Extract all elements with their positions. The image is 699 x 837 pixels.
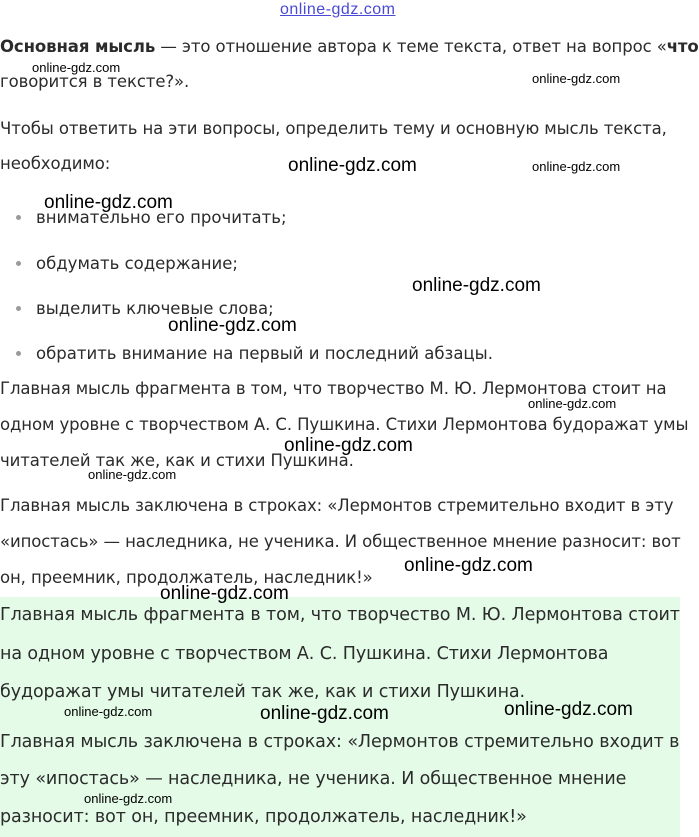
intro-line-1: Чтобы ответить на эти вопросы, определить тему и основную мысль текста,	[0, 119, 667, 138]
watermark: online-gdz.com	[88, 467, 177, 482]
bullet-icon	[16, 215, 21, 220]
page: Основная мысль — это отношение автора к теме текста, ответ на вопрос «что говорится в тексте?». Чтобы ответить на эти вопросы, определить тему и основную мысль текста, необходимо: внимательно его прочитать; обдумать содержание; выделить ключевые слова; обратить внимание на первый и последний абзацы. Главная мысль фрагмента в том, что творчество М. Ю. Лермонтова стоит на одном уровне с творчеством А. С. Пушкина. Стихи Лермонтова будоражат умы читателей так же, как и стихи Пушкина. Главная мысль заключена в строках: «Лермонтов стремительно входит в эту «ипостась» — наследника, не ученика. И общественное мнение разносит: вот он, преемник, продолжатель, наследник!» Главная мысль фрагмента в том, что творчество М. Ю. Лермонтова стоит на одном уровне с творчеством А. С. Пушкина. Стихи Лермонтова будоражат умы читателей так же, как и стихи Пушкина. Главная мысль заключена в строках: «Лермонтов стремительно входит в эту «ипостась» — наследника, не ученика. И общественное мнение разносит: вот он, преемник, продолжатель, наследник!» online-gdz.com online-gdz.com online-gdz.com online-gdz.com online-gdz.com online-gdz.com online-gdz.com online-gdz.com online-gdz.com online-gdz.com online-gdz.com online-gdz.com online-gdz.com online-gdz.com online-gdz.com online-gdz.com online-gdz.com	[0, 0, 680, 837]
watermark: online-gdz.com	[44, 192, 173, 213]
highlight-p2-line: эту «ипостась» — наследника, не ученика. И общественное мнение	[0, 769, 627, 789]
definition-bold-word: что	[666, 37, 699, 56]
answer-p1-line: Главная мысль фрагмента в том, что творчество М. Ю. Лермонтова стоит на	[0, 379, 667, 398]
watermark: online-gdz.com	[32, 60, 121, 75]
highlight-p1-line: будоражат умы читателей так же, как и стихи Пушкина.	[0, 682, 526, 702]
header-watermark-link[interactable]: online-gdz.com	[280, 1, 396, 18]
answer-p1-line: одном уровне с творчеством А. С. Пушкина. Стихи Лермонтова будоражат умы	[0, 415, 689, 434]
definition-text: — это отношение автора к теме текста, ответ на вопрос «	[155, 37, 667, 56]
watermark: online-gdz.com	[64, 704, 153, 719]
watermark: online-gdz.com	[260, 703, 389, 724]
answer-p2-line: Главная мысль заключена в строках: «Лермонтов стремительно входит в эту	[0, 496, 674, 515]
intro-line-2: необходимо:	[0, 154, 111, 173]
answer-p1-line: читателей так же, как и стихи Пушкина.	[0, 451, 354, 470]
definition-term: Основная мысль	[0, 37, 156, 56]
watermark: online-gdz.com	[404, 555, 533, 576]
watermark: online-gdz.com	[84, 791, 173, 806]
watermark: online-gdz.com	[504, 699, 633, 720]
definition-line-1	[0, 37, 699, 57]
watermark: online-gdz.com	[532, 159, 621, 174]
highlight-p1-line: Главная мысль фрагмента в том, что творчество М. Ю. Лермонтова стоит	[0, 605, 680, 625]
watermark: online-gdz.com	[532, 71, 621, 86]
answer-p2-line: он, преемник, продолжатель, наследник!»	[0, 568, 373, 587]
definition-line-2: говорится в тексте?».	[0, 72, 190, 91]
watermark: online-gdz.com	[288, 155, 417, 176]
watermark: online-gdz.com	[284, 435, 413, 456]
watermark: online-gdz.com	[160, 583, 289, 604]
highlight-p2-line: Главная мысль заключена в строках: «Лермонтов стремительно входит в	[0, 732, 680, 752]
bullet-icon	[16, 351, 21, 356]
highlight-p1-line: на одном уровне с творчеством А. С. Пушкина. Стихи Лермонтова	[0, 644, 609, 664]
bullet-icon	[16, 306, 21, 311]
watermark: online-gdz.com	[528, 396, 617, 411]
highlight-p2-line: разносит: вот он, преемник, продолжатель, наследник!»	[0, 807, 527, 827]
bullet-icon	[16, 261, 21, 266]
answer-p2-line: «ипостась» — наследника, не ученика. И общественное мнение разносит: вот	[0, 532, 681, 551]
watermark: online-gdz.com	[412, 275, 541, 296]
watermark: online-gdz.com	[168, 315, 297, 336]
